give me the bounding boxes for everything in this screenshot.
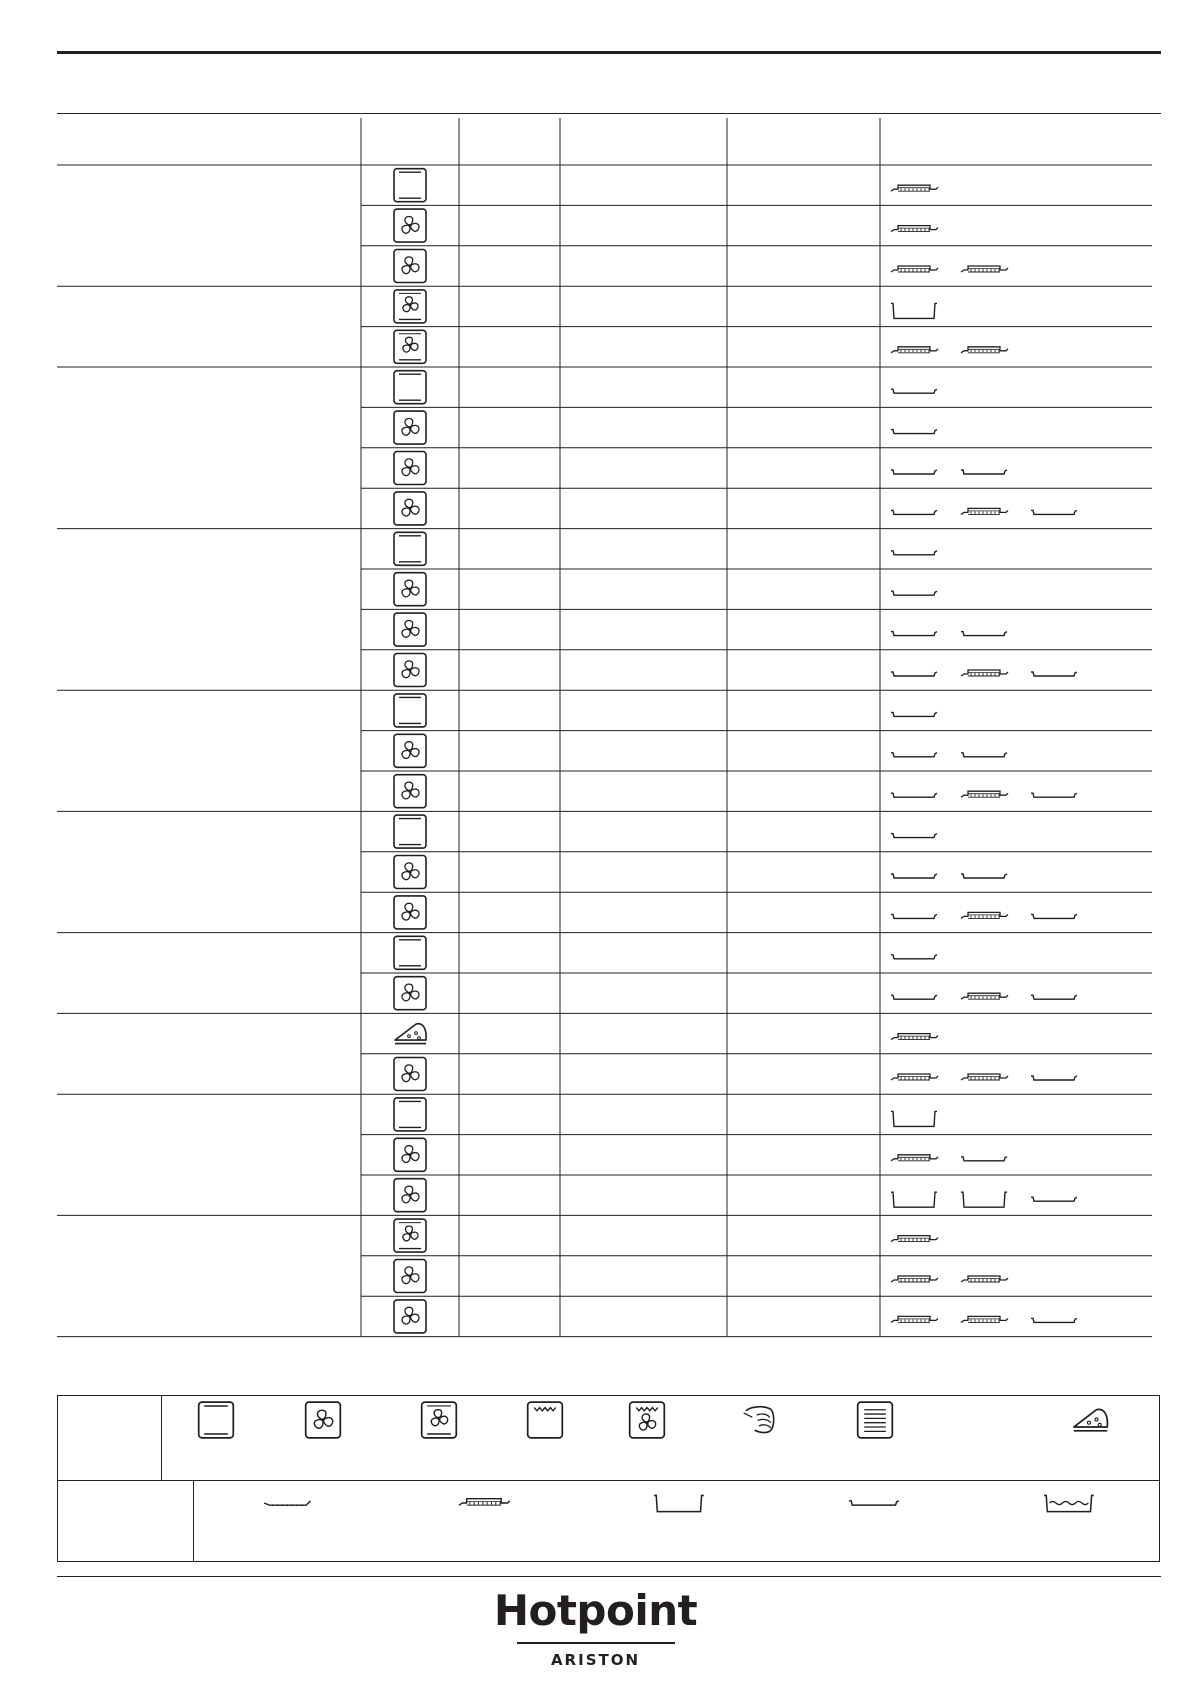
baking-tray-icon bbox=[1031, 1076, 1077, 1080]
grill-icon bbox=[525, 1400, 565, 1445]
static-oven-icon bbox=[394, 936, 426, 969]
convection-fan-icon bbox=[394, 775, 426, 808]
cake-tin-icon bbox=[891, 303, 937, 318]
baking-tray-icon bbox=[1031, 1318, 1077, 1322]
baking-tray-icon bbox=[891, 470, 937, 474]
convection-fan-icon bbox=[394, 492, 426, 525]
baking-tray-icon bbox=[891, 995, 937, 999]
convection-fan-icon bbox=[394, 654, 426, 687]
baking-tray-icon bbox=[891, 389, 937, 393]
oven-rack-icon bbox=[961, 1316, 1008, 1322]
oven-rack-icon bbox=[961, 1074, 1008, 1080]
static-oven-icon bbox=[394, 815, 426, 848]
oven-rack-icon bbox=[961, 508, 1008, 514]
baking-tray-icon bbox=[891, 834, 937, 838]
cake-tin-icon bbox=[891, 1192, 937, 1207]
baking-tray-icon bbox=[961, 1157, 1007, 1161]
convection-fan-icon bbox=[394, 452, 426, 485]
oven-rack-icon bbox=[891, 1034, 938, 1040]
convection-fan-icon bbox=[394, 1179, 426, 1212]
fan-grill-icon bbox=[627, 1400, 667, 1445]
static-oven-icon bbox=[394, 532, 426, 565]
baking-tray-icon bbox=[891, 753, 937, 757]
baking-tray-icon bbox=[891, 632, 937, 636]
baking-tray-icon bbox=[891, 430, 937, 434]
baking-tray-icon bbox=[891, 793, 937, 797]
convection-fan-icon bbox=[394, 734, 426, 767]
convection-fan-icon bbox=[394, 411, 426, 444]
convection-fan-icon bbox=[394, 1058, 426, 1091]
baking-tray-icon bbox=[961, 874, 1007, 878]
oven-rack-icon bbox=[891, 1316, 938, 1322]
cake-tin-icon bbox=[653, 1492, 707, 1519]
baking-tray-icon bbox=[961, 470, 1007, 474]
baking-tray-icon bbox=[1031, 995, 1077, 999]
pizza-slice-icon bbox=[1070, 1400, 1110, 1445]
brand-underline bbox=[517, 1642, 675, 1644]
convection-fan-icon bbox=[394, 613, 426, 646]
rotisserie-icon bbox=[741, 1400, 781, 1445]
oven-rack-icon bbox=[961, 347, 1008, 353]
oven-rack-icon bbox=[961, 912, 1008, 918]
fan-with-bottom-heat-icon bbox=[394, 1219, 426, 1252]
oven-rack-icon bbox=[961, 266, 1008, 272]
fan-with-bottom-heat-icon bbox=[419, 1400, 459, 1445]
brand-name: Hotpoint bbox=[493, 1586, 698, 1635]
oven-rack-icon bbox=[891, 1236, 938, 1242]
baking-tray-icon bbox=[1031, 1197, 1077, 1201]
oven-rack-icon bbox=[961, 1276, 1008, 1282]
convection-fan-icon bbox=[394, 1300, 426, 1333]
baking-tray-icon bbox=[891, 510, 937, 514]
oven-rack-icon bbox=[891, 1155, 938, 1161]
oven-rack-icon bbox=[891, 1074, 938, 1080]
wire-shelf-icon bbox=[263, 1492, 317, 1519]
static-oven-icon bbox=[394, 1098, 426, 1131]
baking-tray-icon bbox=[891, 672, 937, 676]
cake-tin-icon bbox=[891, 1111, 937, 1126]
drip-tray-with-water-icon bbox=[1043, 1492, 1097, 1519]
legend-box bbox=[57, 1395, 1160, 1562]
brand-logo bbox=[0, 1578, 1191, 1678]
legend-divider-functions bbox=[161, 1396, 162, 1480]
oven-rack-icon bbox=[891, 226, 938, 232]
oven-rack-icon bbox=[891, 1276, 938, 1282]
baking-tray-icon bbox=[848, 1492, 902, 1519]
baking-tray-icon bbox=[961, 632, 1007, 636]
pizza-slice-icon bbox=[395, 1024, 426, 1044]
convection-fan-icon bbox=[394, 896, 426, 929]
baking-tray-icon bbox=[1031, 510, 1077, 514]
fan-with-bottom-heat-icon bbox=[394, 290, 426, 323]
legend-divider-horizontal bbox=[58, 1480, 1159, 1481]
convection-fan-icon bbox=[303, 1400, 343, 1445]
convection-fan-icon bbox=[394, 977, 426, 1010]
baking-tray-icon bbox=[891, 591, 937, 595]
baking-tray-icon bbox=[1031, 672, 1077, 676]
menu-list-icon bbox=[855, 1400, 895, 1445]
static-oven-icon bbox=[394, 169, 426, 202]
oven-rack-icon bbox=[891, 266, 938, 272]
cooking-table bbox=[57, 118, 1152, 1340]
baking-tray-icon bbox=[891, 874, 937, 878]
fan-with-bottom-heat-icon bbox=[394, 330, 426, 363]
convection-fan-icon bbox=[394, 1260, 426, 1293]
baking-tray-icon bbox=[891, 955, 937, 959]
static-oven-icon bbox=[394, 371, 426, 404]
convection-fan-icon bbox=[394, 250, 426, 283]
static-oven-icon bbox=[196, 1400, 236, 1445]
convection-fan-icon bbox=[394, 856, 426, 889]
cake-tin-icon bbox=[961, 1192, 1007, 1207]
baking-tray-icon bbox=[961, 753, 1007, 757]
brand-subname: ARISTON bbox=[550, 1651, 641, 1669]
static-oven-icon bbox=[394, 694, 426, 727]
oven-rack-icon bbox=[891, 185, 938, 191]
oven-rack-icon bbox=[961, 670, 1008, 676]
oven-rack-icon bbox=[891, 347, 938, 353]
baking-tray-icon bbox=[1031, 914, 1077, 918]
convection-fan-icon bbox=[394, 1138, 426, 1171]
oven-rack-icon bbox=[458, 1492, 512, 1519]
convection-fan-icon bbox=[394, 209, 426, 242]
top-rule bbox=[57, 51, 1161, 54]
header-rule bbox=[57, 113, 1161, 114]
oven-rack-icon bbox=[961, 791, 1008, 797]
baking-tray-icon bbox=[891, 712, 937, 716]
baking-tray-icon bbox=[1031, 793, 1077, 797]
baking-tray-icon bbox=[891, 551, 937, 555]
legend-divider-accessories bbox=[193, 1480, 194, 1561]
oven-rack-icon bbox=[961, 993, 1008, 999]
baking-tray-icon bbox=[891, 914, 937, 918]
footer-rule bbox=[57, 1576, 1161, 1577]
convection-fan-icon bbox=[394, 573, 426, 606]
